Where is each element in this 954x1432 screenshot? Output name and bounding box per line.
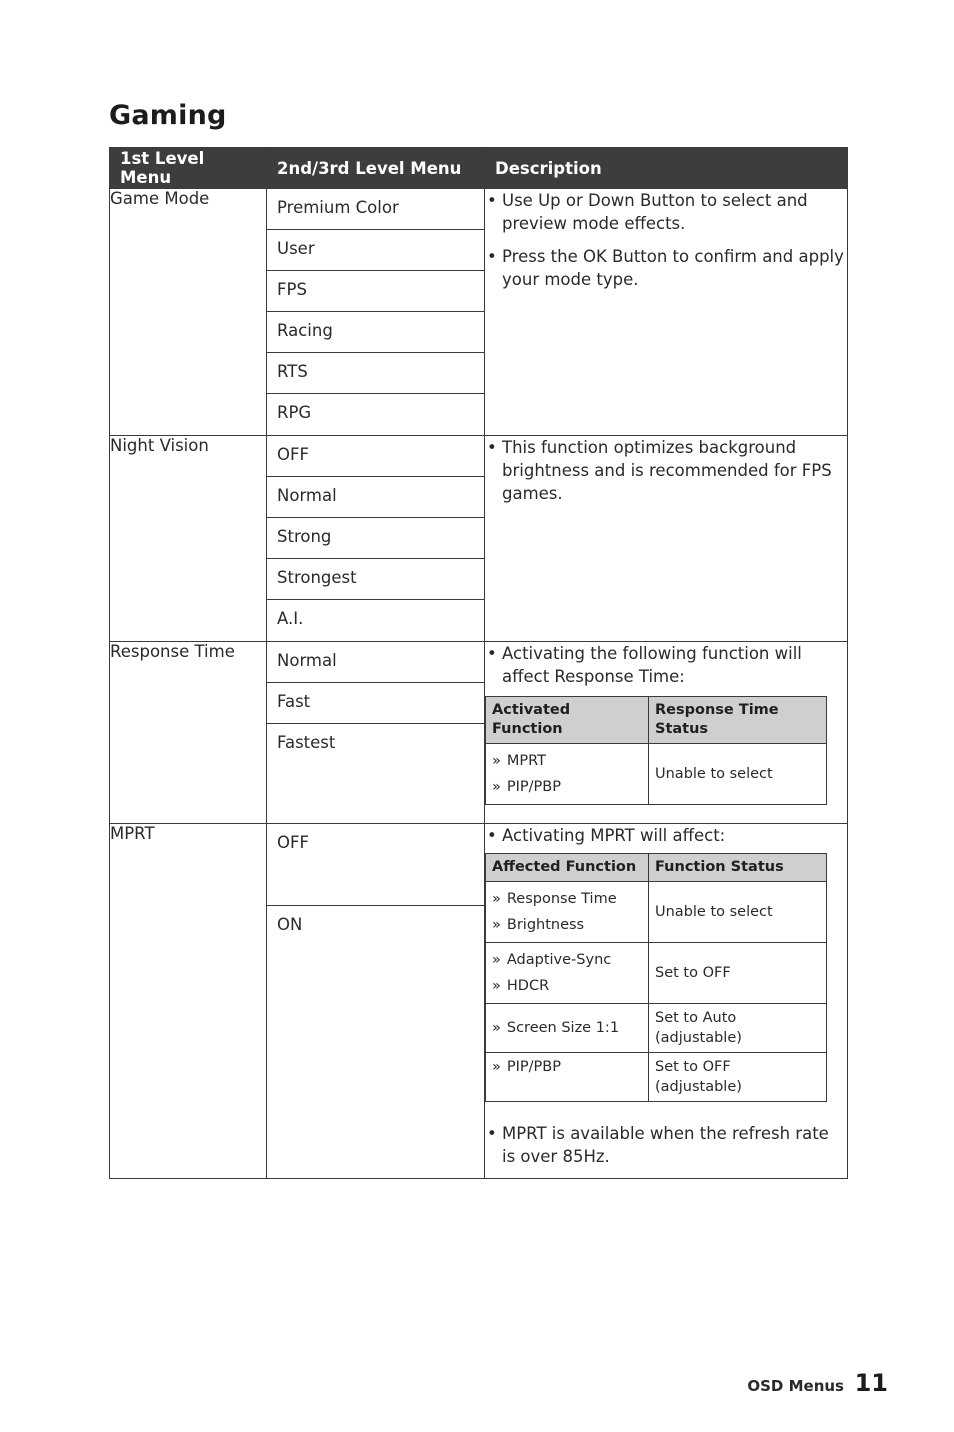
menu-night-vision: Night Vision — [110, 436, 267, 642]
table-row-response-time — [110, 642, 848, 824]
night-vision-options — [267, 436, 485, 642]
option-racing: Racing — [267, 312, 484, 353]
option-rpg: RPG — [277, 403, 312, 422]
option-fastest: Fastest — [277, 733, 336, 752]
response-time-conflict-table — [485, 696, 827, 805]
option-user: User — [267, 230, 484, 271]
list-item: • Activating the following function will affect Response Time: — [485, 642, 847, 688]
function-status: Set to OFF (adjustable) — [649, 1053, 827, 1102]
function-list — [486, 744, 649, 805]
list-item: • Use Up or Down Button to select and preview mode effects. — [485, 189, 847, 235]
function-name: Screen Size 1:1 — [506, 1020, 620, 1036]
night-vision-description — [485, 436, 848, 642]
table-row — [486, 744, 827, 805]
function-list — [486, 882, 649, 943]
list-item: • MPRT is available when the refresh rate is over 85Hz. — [485, 1122, 847, 1168]
function-status: Set to Auto (adjustable) — [649, 1004, 827, 1053]
inner-header: Affected Function — [486, 854, 649, 882]
table-row-mprt — [110, 824, 848, 1179]
page-number: 11 — [854, 1369, 888, 1397]
table-row-game-mode — [110, 189, 848, 436]
option-off: OFF — [267, 436, 484, 477]
function-name: Adaptive-Sync — [506, 952, 612, 968]
header-second-level: 2nd/3rd Level Menu — [267, 148, 485, 189]
inner-header: Activated Function — [486, 697, 649, 744]
function-name: HDCR — [506, 978, 550, 994]
inner-header-row — [486, 697, 827, 744]
list-item: • Activating MPRT will affect: — [485, 824, 847, 847]
chevron-right-icon: » — [492, 891, 501, 907]
header-first-level: 1st Level Menu — [110, 148, 267, 189]
list-item: • Press the OK Button to confirm and apply your mode type. — [485, 245, 847, 291]
gaming-menu-table — [109, 147, 848, 1179]
chevron-right-icon: » — [492, 978, 501, 994]
function-name: PIP/PBP — [506, 1059, 561, 1075]
inner-header: Function Status — [649, 854, 827, 882]
table-row — [486, 882, 827, 943]
chevron-right-icon: » — [492, 1020, 501, 1036]
option-rts: RTS — [267, 353, 484, 394]
option-strongest: Strongest — [267, 559, 484, 600]
mprt-description — [485, 824, 848, 1179]
function-list — [486, 1004, 649, 1053]
chevron-right-icon: » — [492, 1059, 501, 1075]
option-fast: Fast — [267, 683, 484, 724]
menu-response-time: Response Time — [110, 642, 267, 824]
response-time-description — [485, 642, 848, 824]
page-title: Gaming — [109, 100, 227, 131]
inner-header-row — [486, 854, 827, 882]
function-name: Brightness — [506, 917, 585, 933]
function-name: MPRT — [506, 753, 547, 769]
function-status: Unable to select — [649, 744, 827, 805]
chevron-right-icon: » — [492, 779, 501, 795]
game-mode-options — [267, 189, 485, 436]
option-fps: FPS — [267, 271, 484, 312]
table-row-night-vision — [110, 436, 848, 642]
option-normal: Normal — [267, 477, 484, 518]
option-normal: Normal — [267, 642, 484, 683]
list-item: • This function optimizes background brightness and is recommended for FPS games. — [485, 436, 847, 505]
option-on: ON — [277, 915, 303, 934]
function-status: Unable to select — [649, 882, 827, 943]
function-list — [486, 1053, 649, 1102]
mprt-options — [267, 824, 485, 1179]
function-list — [486, 943, 649, 1004]
header-description: Description — [485, 148, 848, 189]
response-time-options — [267, 642, 485, 824]
chevron-right-icon: » — [492, 917, 501, 933]
menu-mprt: MPRT — [110, 824, 267, 1179]
game-mode-description — [485, 189, 848, 436]
inner-header: Response Time Status — [649, 697, 827, 744]
table-row — [486, 1004, 827, 1053]
menu-game-mode: Game Mode — [110, 189, 267, 436]
chevron-right-icon: » — [492, 753, 501, 769]
footer-section-label: OSD Menus — [747, 1377, 844, 1395]
chevron-right-icon: » — [492, 952, 501, 968]
option-strong: Strong — [267, 518, 484, 559]
table-row — [486, 943, 827, 1004]
function-name: PIP/PBP — [506, 779, 561, 795]
table-header-row — [110, 148, 848, 189]
table-row — [486, 1053, 827, 1102]
function-name: Response Time — [506, 891, 617, 907]
option-ai: A.I. — [277, 609, 304, 628]
option-premium-color: Premium Color — [267, 189, 484, 230]
mprt-conflict-table — [485, 853, 827, 1102]
option-off: OFF — [267, 824, 484, 906]
function-status: Set to OFF — [649, 943, 827, 1004]
